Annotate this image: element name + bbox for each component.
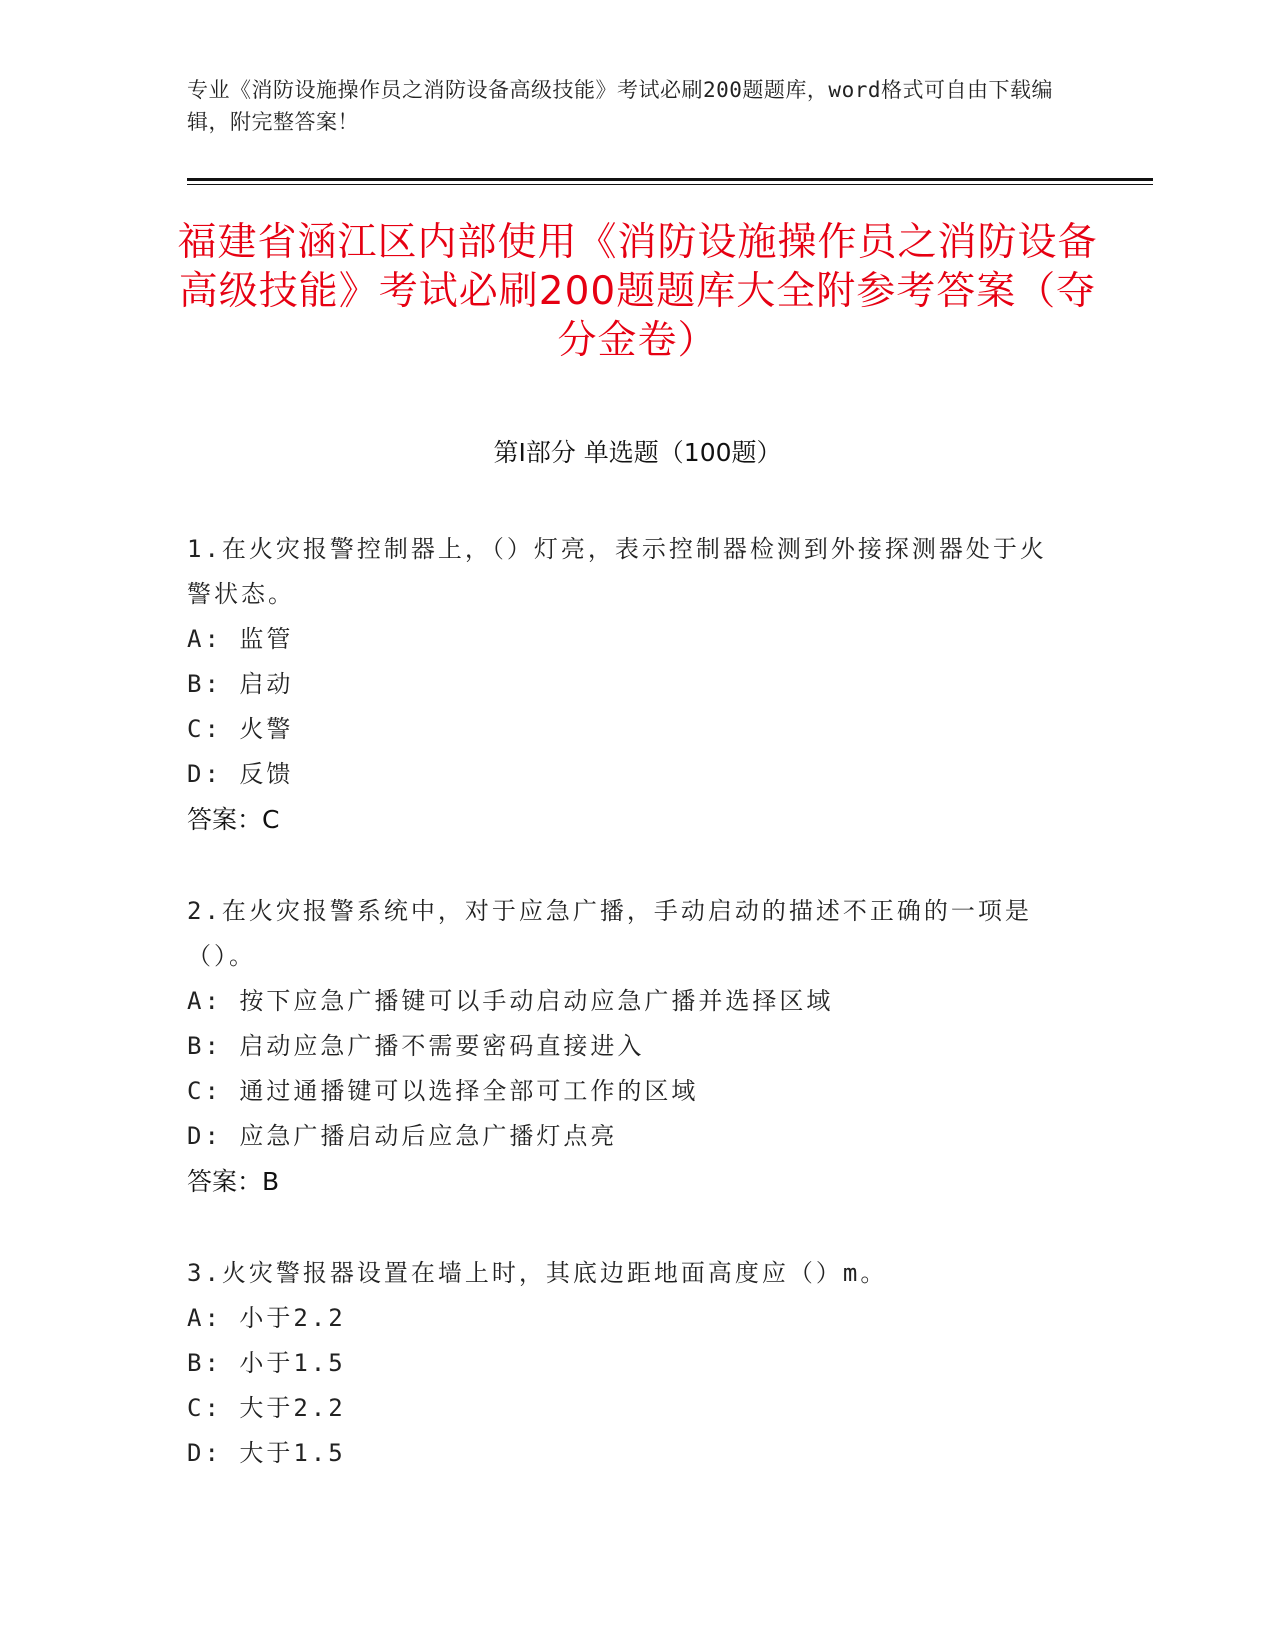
header-rule-thin: [187, 184, 1153, 185]
option-c: C: 火警: [187, 715, 294, 743]
question-2: [187, 889, 1057, 1204]
option-a: A: 按下应急广播键可以手动启动应急广播并选择区域: [187, 987, 834, 1015]
option-b: B: 启动应急广播不需要密码直接进入: [187, 1032, 645, 1060]
option-d: D: 大于1.5: [187, 1439, 346, 1467]
header-note: 专业《消防设施操作员之消防设备高级技能》考试必刷200题题库，word格式可自由下载编辑，附完整答案！: [187, 78, 1053, 134]
option-a: A: 小于2.2: [187, 1304, 346, 1332]
question-3: [187, 1251, 1057, 1476]
answer: 答案：B: [187, 1167, 280, 1196]
question-1: [187, 527, 1057, 842]
answer: 答案：C: [187, 805, 280, 834]
option-c: C: 通过通播键可以选择全部可工作的区域: [187, 1077, 699, 1105]
option-c: C: 大于2.2: [187, 1394, 346, 1422]
document-title: 福建省涵江区内部使用《消防设施操作员之消防设备高级技能》考试必刷200题题库大全附参考答案（夺分金卷）: [177, 220, 1098, 363]
section-heading: 第Ⅰ部分 单选题（100题）: [493, 438, 782, 467]
option-b: B: 启动: [187, 670, 294, 698]
option-a: A: 监管: [187, 625, 294, 653]
option-b: B: 小于1.5: [187, 1349, 346, 1377]
question-stem: 2.在火灾报警系统中，对于应急广播，手动启动的描述不正确的一项是（）。: [187, 897, 1032, 970]
option-d: D: 应急广播启动后应急广播灯点亮: [187, 1122, 618, 1150]
header-rule-thick: [187, 178, 1153, 181]
question-stem: 3.火灾警报器设置在墙上时，其底边距地面高度应（）m。: [187, 1259, 888, 1287]
question-stem: 1.在火灾报警控制器上，（）灯亮，表示控制器检测到外接探测器处于火警状态。: [187, 535, 1047, 608]
option-d: D: 反馈: [187, 760, 294, 788]
